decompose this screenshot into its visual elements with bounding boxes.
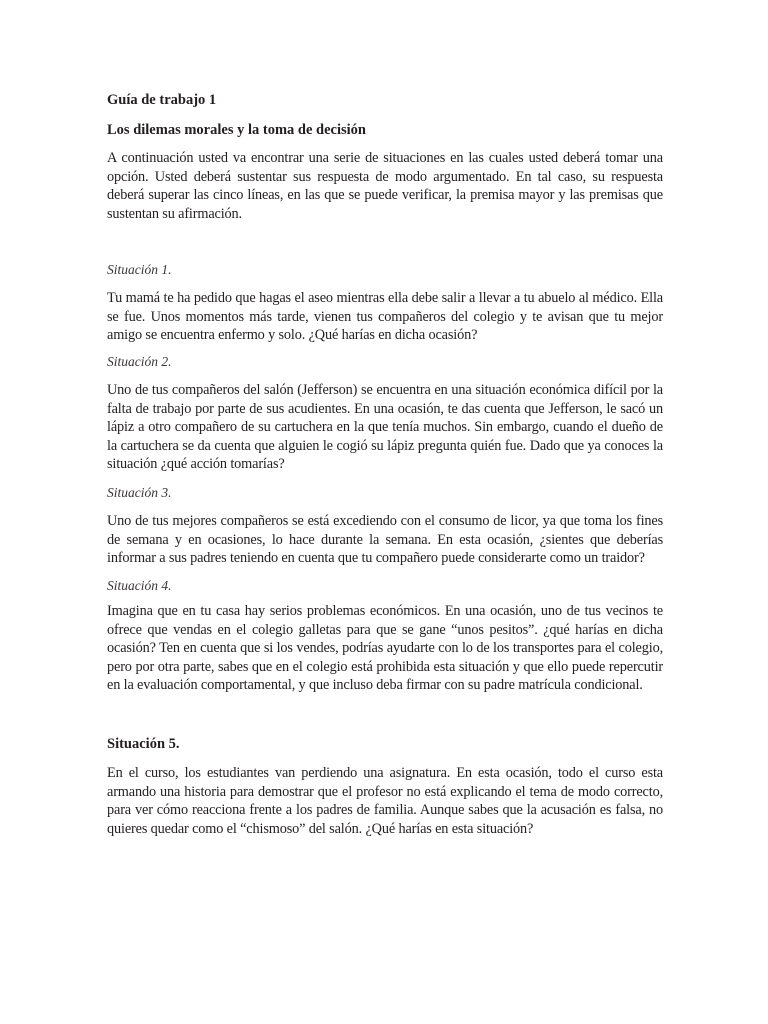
situation-1-label: Situación 1.	[107, 262, 172, 277]
document-subtitle: Los dilemas morales y la toma de decisión	[107, 122, 366, 138]
situation-3-text: Uno de tus mejores compañeros se está excediendo con el consumo de licor, ya que toma los fines de semana y en ocasiones, lo hace durante la semana. En esta ocasión, ¿sientes que deberías informar a sus padres teniendo en cuenta que tu compañero puede considerarte como un traidor?	[107, 513, 663, 567]
situation-1-text: Tu mamá te ha pedido que hagas el aseo mientras ella debe salir a llevar a tu abuelo al médico. Ella se fue. Unos momentos más tarde, vienen tus compañeros del colegio y te avisan que tu mejor amigo se encuentra enfermo y solo. ¿Qué harías en dicha ocasión?	[107, 290, 663, 344]
situation-4-label: Situación 4.	[107, 578, 172, 593]
intro-paragraph: A continuación usted va encontrar una serie de situaciones en las cuales usted deberá tomar una opción. Usted deberá sustentar sus respuesta de modo argumentado. En tal caso, su respuesta deberá superar las cinco líneas, en las que se puede verificar, la premisa mayor y las premisas que sustentan su afirmación.	[107, 150, 663, 222]
situation-5-text: En el curso, los estudiantes van perdiendo una asignatura. En esta ocasión, todo el curso esta armando una historia para demostrar que el profesor no está explicando el tema de modo correcto, para ver cómo reacciona frente a los padres de familia. Aunque sabes que la acusación es falsa, no quieres quedar como el “chismoso” del salón. ¿Qué harías en esta situación?	[107, 765, 663, 837]
situation-2-text: Uno de tus compañeros del salón (Jefferson) se encuentra en una situación económica difícil por la falta de trabajo por parte de sus acudientes. En una ocasión, te das cuenta que Jefferson, le sacó un lápiz a otro compañero de su cartuchera en la que tenía muchos. Sin embargo, cuando el dueño de la cartuchera se da cuenta que alguien le cogió su lápiz pregunta quién fue. Dado que ya conoces la situación ¿qué acción tomarías?	[107, 382, 663, 473]
situation-2-label: Situación 2.	[107, 354, 172, 369]
document-title: Guía de trabajo 1	[107, 92, 217, 108]
situation-3-label: Situación 3.	[107, 485, 172, 500]
situation-5-label: Situación 5.	[107, 736, 180, 752]
situation-4-text: Imagina que en tu casa hay serios problemas económicos. En una ocasión, uno de tus vecinos te ofrece que vendas en el colegio galletas para que se gane “unos pesitos”. ¿qué harías en dicha ocasión? Ten en cuenta que si los vendes, podrías ayudarte con lo de los transportes para el colegio, pero por otra parte, sabes que en el colegio está prohibida esta situación y que ello puede repercutir en la evaluación comportamental, y que incluso deba firmar con su padre matrícula condicional.	[107, 603, 663, 694]
